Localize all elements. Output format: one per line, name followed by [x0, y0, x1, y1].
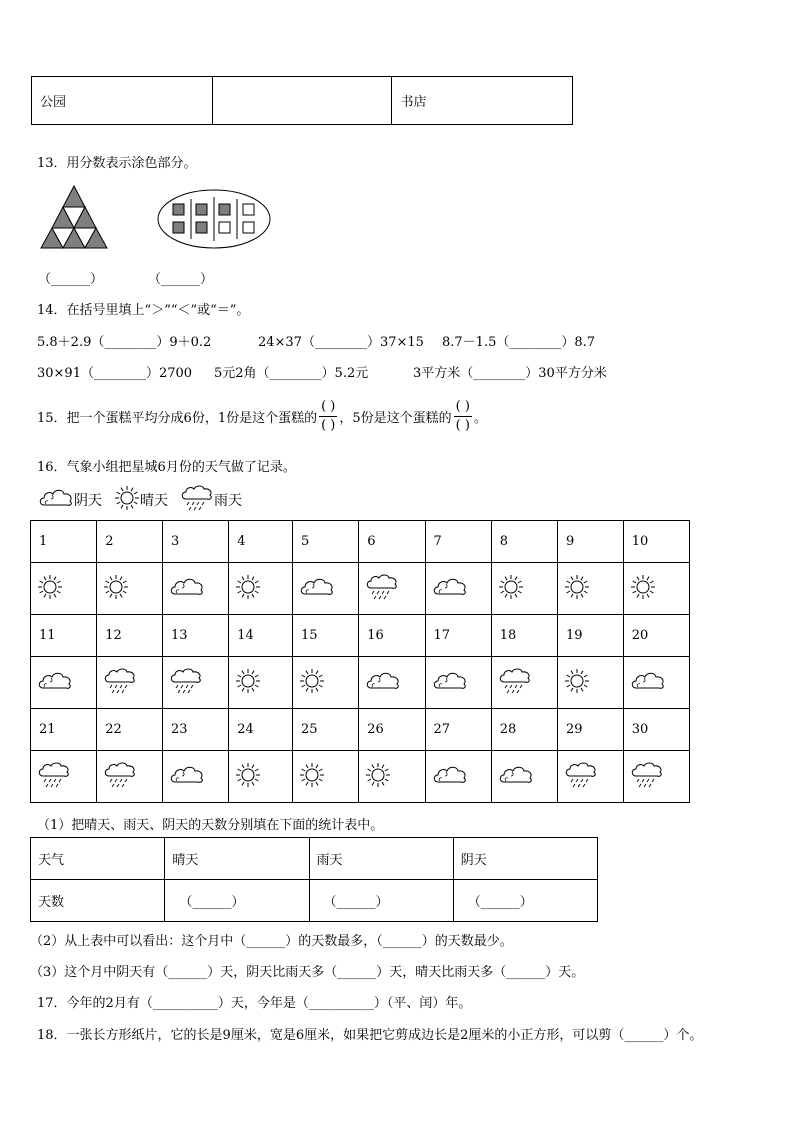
- weather-cell: [623, 657, 689, 709]
- weather-cell: [293, 657, 359, 709]
- day-number: 12: [97, 615, 163, 657]
- cloudy-icon: [169, 775, 205, 790]
- weather-icon-row: [31, 751, 690, 803]
- day-number: 3: [163, 521, 229, 563]
- stat-row-label: 天数: [31, 880, 165, 922]
- triangle-figure: [40, 184, 108, 250]
- day-number: 8: [491, 521, 557, 563]
- weather-cell: [163, 657, 229, 709]
- day-number: 19: [558, 615, 624, 657]
- day-number: 17: [425, 615, 491, 657]
- day-number: 20: [623, 615, 689, 657]
- legend-rainy: [180, 484, 242, 516]
- day-number: 21: [31, 709, 97, 751]
- weather-cell: [623, 751, 689, 803]
- day-number: 22: [97, 709, 163, 751]
- q14-text: 14．在括号里填上“＞”“＜”或“＝”。: [37, 303, 250, 318]
- q15-frac1-numerator: ( ): [319, 398, 337, 417]
- top-cell-3: 书店: [392, 77, 573, 125]
- day-number: 4: [229, 521, 293, 563]
- q15-fraction-2[interactable]: [454, 398, 472, 435]
- q14-item-3[interactable]: 8.7－1.5（________）8.7: [442, 335, 596, 350]
- sunny-icon: [365, 777, 391, 792]
- cloudy-icon: [169, 587, 205, 602]
- legend-sunny-label: 晴天: [140, 493, 168, 509]
- sunny-icon: [564, 589, 590, 604]
- weather-cell: [163, 563, 229, 615]
- day-number: 14: [229, 615, 293, 657]
- cloudy-icon: [432, 775, 468, 790]
- legend-cloudy-label: 阴天: [74, 493, 102, 509]
- cloudy-icon: [299, 587, 335, 602]
- weather-cell: [97, 751, 163, 803]
- rainy-icon: [169, 684, 203, 699]
- q17-text[interactable]: 17．今年的2月有（__________）天，今年是（__________）（平、闰）年。: [37, 996, 472, 1011]
- sunny-icon: [235, 589, 261, 604]
- day-number: 27: [425, 709, 491, 751]
- weather-icon-row: [31, 657, 690, 709]
- q14-item-4[interactable]: 30×91（________）2700: [37, 366, 193, 381]
- weather-cell: [558, 751, 624, 803]
- q15-part1: 15．把一个蛋糕平均分成6份，1份是这个蛋糕的: [37, 410, 318, 426]
- weather-cell: [359, 751, 425, 803]
- cloudy-icon: [432, 681, 468, 696]
- legend-cloudy: [38, 487, 102, 513]
- q13-text: 13．用分数表示涂色部分。: [37, 156, 197, 171]
- sunny-icon: [630, 589, 656, 604]
- day-number: 13: [163, 615, 229, 657]
- weather-day-row: [31, 709, 690, 751]
- rainy-icon: [103, 778, 137, 793]
- cloudy-icon: [630, 681, 666, 696]
- sunny-icon: [299, 777, 325, 792]
- stat-table: [30, 837, 598, 922]
- weather-cell: [558, 563, 624, 615]
- weather-cell: [229, 563, 293, 615]
- rainy-icon: [365, 590, 399, 605]
- sunny-icon: [37, 589, 63, 604]
- sunny-icon: [114, 485, 140, 515]
- oval-figure: [156, 188, 272, 250]
- cloudy-icon: [365, 681, 401, 696]
- stat-blank-rainy[interactable]: （______）: [309, 880, 453, 922]
- day-number: 23: [163, 709, 229, 751]
- day-number: 11: [31, 615, 97, 657]
- q15-frac2-denominator: ( ): [455, 417, 470, 433]
- q16-sub2[interactable]: （2）从上表中可以看出：这个月中（______）的天数最多，（______）的天数最少。: [30, 934, 513, 949]
- q15-line: [37, 396, 487, 436]
- day-number: 30: [623, 709, 689, 751]
- day-number: 18: [491, 615, 557, 657]
- weather-table: [30, 520, 690, 803]
- q16-text: 16．气象小组把星城6月份的天气做了记录。: [37, 460, 296, 475]
- stat-blank-cloudy[interactable]: （______）: [453, 880, 597, 922]
- weather-cell: [359, 657, 425, 709]
- rainy-icon: [180, 484, 214, 516]
- weather-cell: [491, 657, 557, 709]
- stat-header-2: 晴天: [165, 838, 309, 880]
- weather-cell: [558, 657, 624, 709]
- q15-frac2-numerator: ( ): [454, 398, 472, 417]
- q13-blank-1[interactable]: （______）: [38, 272, 104, 287]
- weather-day-row: [31, 615, 690, 657]
- day-number: 16: [359, 615, 425, 657]
- stat-header-1: 天气: [31, 838, 165, 880]
- stat-header-4: 阴天: [453, 838, 597, 880]
- cloudy-icon: [38, 487, 74, 513]
- q13-blank-2[interactable]: （______）: [148, 272, 214, 287]
- q14-item-1[interactable]: 5.8＋2.9（________）9＋0.2: [37, 335, 212, 350]
- day-number: 1: [31, 521, 97, 563]
- day-number: 10: [623, 521, 689, 563]
- weather-day-row: [31, 521, 690, 563]
- sunny-icon: [103, 589, 129, 604]
- rainy-icon: [498, 684, 532, 699]
- q15-part3: 。: [473, 410, 487, 426]
- weather-legend: [38, 488, 254, 512]
- weather-cell: [31, 751, 97, 803]
- day-number: 7: [425, 521, 491, 563]
- rainy-icon: [103, 684, 137, 699]
- cloudy-icon: [432, 587, 468, 602]
- q16-sub1: （1）把晴天、雨天、阴天的天数分别填在下面的统计表中。: [37, 818, 384, 833]
- legend-rainy-label: 雨天: [214, 493, 242, 509]
- q15-frac1-denominator: ( ): [321, 417, 336, 433]
- day-number: 9: [558, 521, 624, 563]
- weather-cell: [491, 563, 557, 615]
- top-cell-2: [212, 77, 392, 125]
- top-table: [31, 76, 573, 125]
- day-number: 25: [293, 709, 359, 751]
- day-number: 6: [359, 521, 425, 563]
- rainy-icon: [37, 778, 71, 793]
- cloudy-icon: [37, 681, 73, 696]
- cloudy-icon: [498, 775, 534, 790]
- weather-cell: [97, 657, 163, 709]
- stat-header-3: 雨天: [309, 838, 453, 880]
- day-number: 26: [359, 709, 425, 751]
- weather-cell: [31, 563, 97, 615]
- weather-icon-row: [31, 563, 690, 615]
- stat-blank-sunny[interactable]: （______）: [165, 880, 309, 922]
- sunny-icon: [235, 683, 261, 698]
- weather-cell: [425, 657, 491, 709]
- legend-sunny: [114, 485, 168, 515]
- weather-cell: [229, 751, 293, 803]
- q14-item-6[interactable]: 3平方米（________）30平方分米: [413, 366, 607, 381]
- q15-part2: ，5份是这个蛋糕的: [339, 410, 452, 426]
- day-number: 5: [293, 521, 359, 563]
- weather-cell: [31, 657, 97, 709]
- weather-cell: [425, 563, 491, 615]
- sunny-icon: [299, 683, 325, 698]
- day-number: 29: [558, 709, 624, 751]
- weather-cell: [359, 563, 425, 615]
- weather-cell: [623, 563, 689, 615]
- day-number: 28: [491, 709, 557, 751]
- weather-cell: [293, 751, 359, 803]
- q15-fraction-1[interactable]: [319, 398, 337, 435]
- day-number: 15: [293, 615, 359, 657]
- weather-cell: [425, 751, 491, 803]
- top-cell-1: 公园: [32, 77, 213, 125]
- sunny-icon: [235, 777, 261, 792]
- q14-item-2[interactable]: 24×37（________）37×15: [258, 335, 424, 350]
- day-number: 2: [97, 521, 163, 563]
- q16-sub3[interactable]: （3）这个月中阴天有（______）天，阴天比雨天多（______）天，晴天比雨天多（______）天。: [30, 965, 585, 980]
- weather-cell: [491, 751, 557, 803]
- sunny-icon: [498, 589, 524, 604]
- weather-cell: [229, 657, 293, 709]
- weather-cell: [163, 751, 229, 803]
- sunny-icon: [564, 683, 590, 698]
- rainy-icon: [630, 778, 664, 793]
- rainy-icon: [564, 778, 598, 793]
- weather-cell: [293, 563, 359, 615]
- day-number: 24: [229, 709, 293, 751]
- weather-cell: [97, 563, 163, 615]
- q18-text[interactable]: 18．一张长方形纸片，它的长是9厘米，宽是6厘米，如果把它剪成边长是2厘米的小正方形，可以剪（______）个。: [37, 1028, 703, 1043]
- q14-item-5[interactable]: 5元2角（________）5.2元: [214, 366, 369, 381]
